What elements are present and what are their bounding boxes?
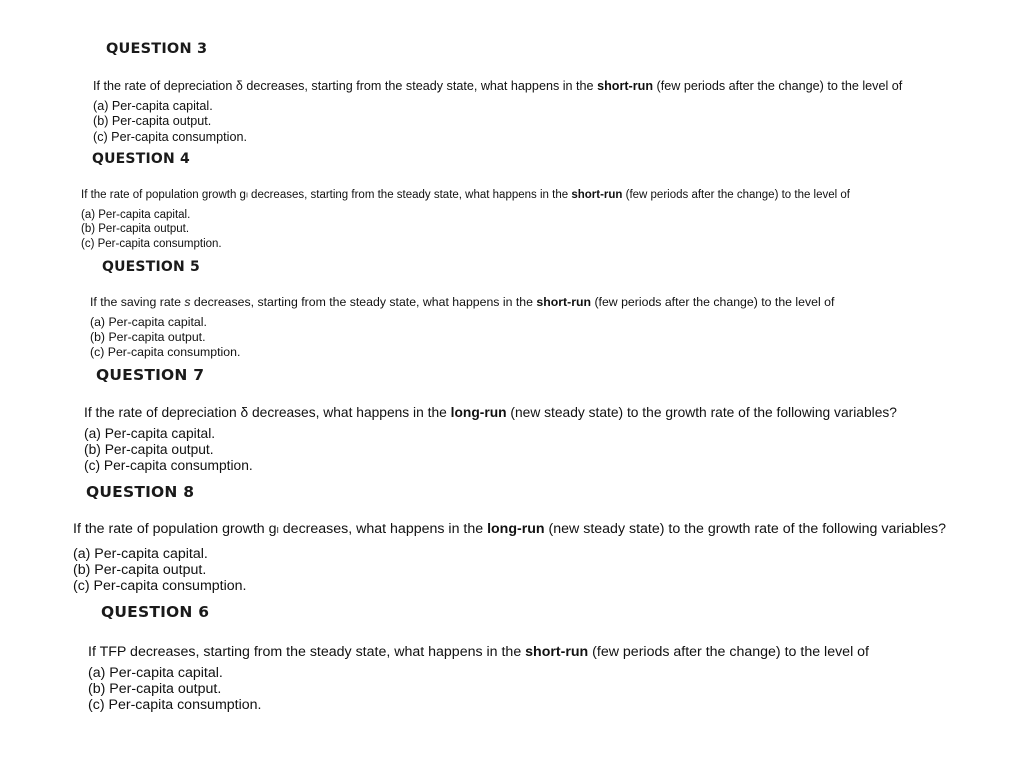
prompt-emphasis: short-run [525, 644, 589, 660]
list-item: (c) Per-capita consumption. [81, 237, 222, 250]
prompt-text-end: (new steady state) to the growth rate of the following variables? [506, 405, 897, 420]
list-item: (b) Per-capita output. [88, 681, 222, 698]
list-item: (c) Per-capita consumption. [93, 129, 247, 144]
prompt-emphasis: long-run [450, 405, 507, 420]
list-item: (a) Per-capita capital. [93, 99, 213, 113]
question-heading: QUESTION 4 [92, 151, 190, 167]
question-heading: QUESTION 8 [86, 483, 195, 501]
question-prompt [73, 521, 946, 537]
list-item: (a) Per-capita capital. [90, 315, 207, 329]
list-item: (c) Per-capita consumption. [88, 697, 262, 714]
list-item: (b) Per-capita output. [84, 442, 214, 457]
prompt-text-end: (few periods after the change) to the level of [622, 189, 850, 201]
prompt-text: If the rate of depreciation δ decreases, starting from the steady state, what happens in the [93, 79, 598, 93]
question-heading: QUESTION 5 [102, 259, 200, 275]
prompt-text: If the rate of population growth gₗ decreases, starting from the steady state, what happens in the [81, 189, 572, 201]
prompt-text: If the rate of depreciation δ decreases, what happens in the [84, 405, 451, 420]
prompt-text: If TFP decreases, starting from the steady state, what happens in the [88, 644, 526, 660]
prompt-emphasis: long-run [487, 521, 545, 537]
list-item: (c) Per-capita consumption. [90, 345, 241, 359]
prompt-text-end: (few periods after the change) to the level of [653, 79, 903, 93]
list-item: (b) Per-capita output. [81, 223, 190, 236]
prompt-text-end: (few periods after the change) to the level of [588, 644, 869, 660]
prompt-emphasis: short-run [571, 189, 623, 201]
answer-list [81, 208, 222, 251]
answer-list [93, 99, 247, 145]
list-item: (b) Per-capita output. [93, 114, 212, 129]
list-item: (a) Per-capita capital. [73, 546, 208, 562]
list-item: (b) Per-capita output. [90, 330, 206, 344]
answer-list [84, 426, 253, 474]
question-heading: QUESTION 3 [106, 41, 208, 57]
list-item: (c) Per-capita consumption. [84, 458, 253, 473]
prompt-text-end: (few periods after the change) to the level of [591, 295, 835, 309]
prompt-emphasis: short-run [536, 295, 592, 309]
list-item: (c) Per-capita consumption. [73, 578, 247, 594]
question-heading: QUESTION 7 [96, 366, 205, 384]
question-prompt [84, 405, 897, 420]
prompt-text-end: (new steady state) to the growth rate of the following variables? [544, 521, 947, 537]
answer-list [73, 546, 246, 594]
question-prompt [88, 644, 869, 660]
list-item: (a) Per-capita capital. [88, 665, 223, 681]
question-prompt [81, 187, 850, 201]
prompt-variable: s [184, 295, 191, 309]
prompt-text: If the rate of population growth gₗ decreases, what happens in the [73, 521, 488, 537]
question-prompt [93, 79, 902, 93]
list-item: (b) Per-capita output. [73, 562, 207, 578]
prompt-text-mid: decreases, starting from the steady state, what happens in the [190, 295, 537, 309]
question-prompt [90, 295, 834, 309]
answer-list [88, 665, 261, 714]
question-heading: QUESTION 6 [101, 603, 210, 621]
answer-list [90, 315, 240, 360]
prompt-emphasis: short-run [597, 79, 654, 93]
prompt-text: If the saving rate [90, 295, 185, 309]
list-item: (a) Per-capita capital. [81, 209, 191, 221]
list-item: (a) Per-capita capital. [84, 426, 216, 441]
